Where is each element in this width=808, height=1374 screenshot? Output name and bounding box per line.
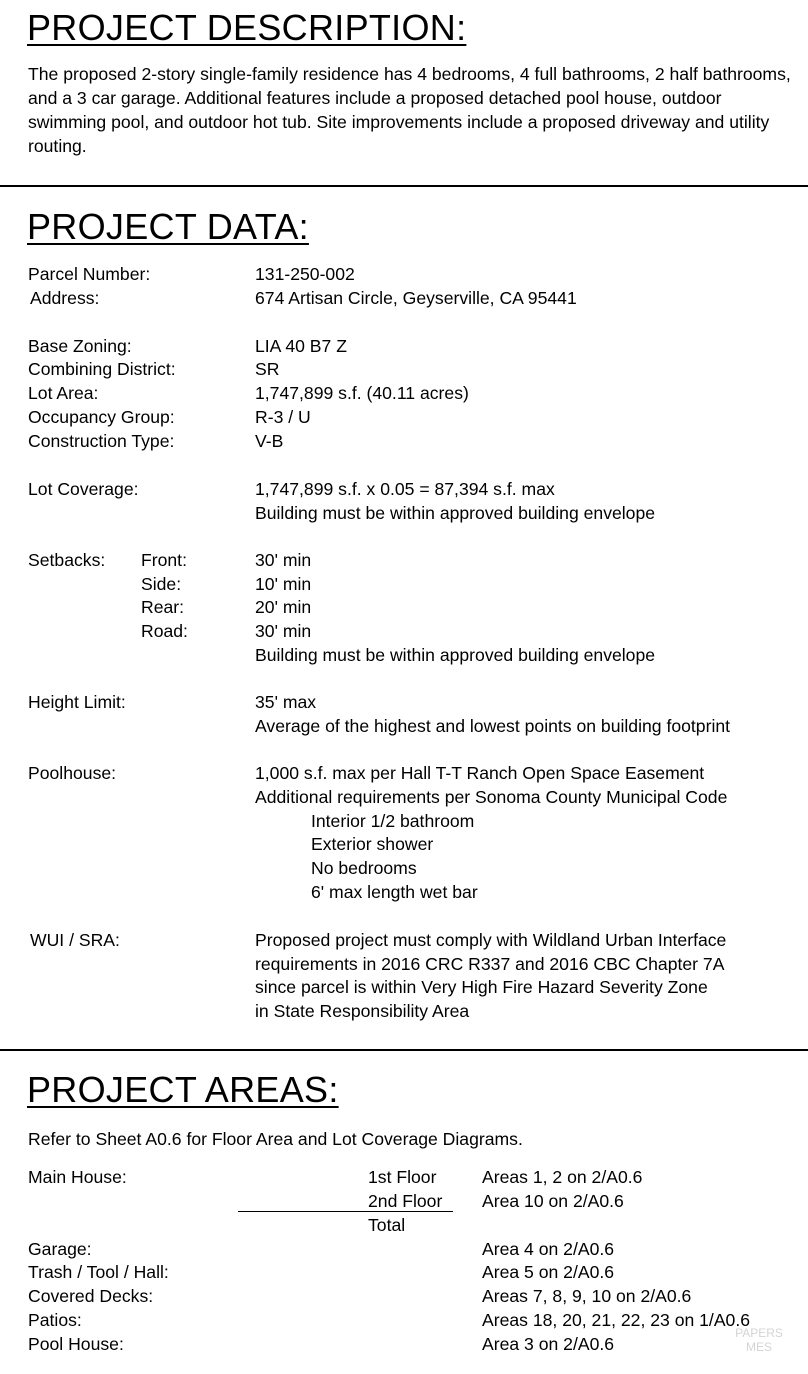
occupancy-group-value: R-3 / U — [255, 407, 311, 427]
setbacks-label: Setbacks: — [28, 550, 106, 570]
occupancy-group-label: Occupancy Group: — [28, 407, 175, 427]
poolhouse-line-2: Additional requirements per Sonoma County Municipal Code — [255, 787, 728, 807]
setback-road-value: 30' min — [255, 621, 312, 641]
lot-area-label: Lot Area: — [28, 383, 99, 403]
setback-side-value: 10' min — [255, 574, 312, 594]
wui-line-4: in State Responsibility Area — [255, 1001, 470, 1021]
setback-front-value: 30' min — [255, 550, 312, 570]
total-rule — [238, 1211, 453, 1212]
height-limit-value: 35' max — [255, 692, 317, 712]
lot-coverage-value: 1,747,899 s.f. x 0.05 = 87,394 s.f. max — [255, 479, 555, 499]
construction-type-value: V-B — [255, 431, 284, 451]
area-ref: Area 5 on 2/A0.6 — [482, 1262, 615, 1282]
setback-rear-value: 20' min — [255, 597, 312, 617]
area-label: Covered Decks: — [28, 1286, 154, 1306]
project-data-heading: PROJECT DATA: — [27, 206, 309, 247]
poolhouse-req-2: Exterior shower — [311, 834, 434, 854]
poolhouse-req-1: Interior 1/2 bathroom — [311, 811, 475, 831]
area-label: Trash / Tool / Hall: — [28, 1262, 169, 1282]
area-label: Garage: — [28, 1239, 92, 1259]
address-value: 674 Artisan Circle, Geyserville, CA 95441 — [255, 288, 577, 308]
project-description-text: The proposed 2-story single-family residence has 4 bedrooms, 4 full bathrooms, 2 half bathrooms, and a 3 car garage. Additional features include a proposed detached pool house, outdoor swimming pool, and outdoor hot tub. Site improvements include a proposed driveway and utility routing. — [28, 64, 791, 156]
poolhouse-req-4: 6' max length wet bar — [311, 882, 478, 902]
section-divider — [0, 185, 808, 187]
wui-label: WUI / SRA: — [30, 930, 120, 950]
poolhouse-label: Poolhouse: — [28, 763, 117, 783]
area-floor: 2nd Floor — [368, 1191, 443, 1211]
area-label: Main House: — [28, 1167, 127, 1187]
height-limit-note: Average of the highest and lowest points on building footprint — [255, 716, 731, 736]
setbacks-note: Building must be within approved building envelope — [255, 645, 656, 665]
area-floor: Total — [368, 1215, 406, 1235]
wui-line-3: since parcel is within Very High Fire Hazard Severity Zone — [255, 977, 708, 997]
parcel-number-label: Parcel Number: — [28, 264, 151, 284]
combining-district-label: Combining District: — [28, 359, 176, 379]
setback-rear-label: Rear: — [141, 597, 185, 617]
poolhouse-req-3: No bedrooms — [311, 858, 417, 878]
wui-line-2: requirements in 2016 CRC R337 and 2016 CBC Chapter 7A — [255, 954, 725, 974]
watermark-logo: PAPERS MES — [735, 1326, 783, 1354]
area-ref: Area 4 on 2/A0.6 — [482, 1239, 615, 1259]
area-ref: Areas 7, 8, 9, 10 on 2/A0.6 — [482, 1286, 692, 1306]
base-zoning-label: Base Zoning: — [28, 336, 132, 356]
combining-district-value: SR — [255, 359, 280, 379]
area-floor: 1st Floor — [368, 1167, 437, 1187]
height-limit-label: Height Limit: — [28, 692, 126, 712]
area-ref: Area 10 on 2/A0.6 — [482, 1191, 624, 1211]
area-ref: Area 3 on 2/A0.6 — [482, 1334, 615, 1354]
poolhouse-line-1: 1,000 s.f. max per Hall T-T Ranch Open Space Easement — [255, 763, 705, 783]
construction-type-label: Construction Type: — [28, 431, 175, 451]
section-divider — [0, 1049, 808, 1051]
wui-line-1: Proposed project must comply with Wildland Urban Interface — [255, 930, 727, 950]
address-label: Address: — [30, 288, 100, 308]
setback-road-label: Road: — [141, 621, 188, 641]
area-ref: Areas 1, 2 on 2/A0.6 — [482, 1167, 643, 1187]
area-label: Patios: — [28, 1310, 82, 1330]
setback-front-label: Front: — [141, 550, 187, 570]
setback-side-label: Side: — [141, 574, 182, 594]
project-description-heading: PROJECT DESCRIPTION: — [27, 7, 467, 48]
lot-coverage-label: Lot Coverage: — [28, 479, 139, 499]
parcel-number-value: 131-250-002 — [255, 264, 355, 284]
base-zoning-value: LIA 40 B7 Z — [255, 336, 347, 356]
area-label: Pool House: — [28, 1334, 124, 1354]
area-ref: Areas 18, 20, 21, 22, 23 on 1/A0.6 — [482, 1310, 751, 1330]
lot-area-value: 1,747,899 s.f. (40.11 acres) — [255, 383, 469, 403]
lot-coverage-note: Building must be within approved building envelope — [255, 503, 656, 523]
project-areas-heading: PROJECT AREAS: — [27, 1069, 339, 1110]
project-areas-intro: Refer to Sheet A0.6 for Floor Area and Lot Coverage Diagrams. — [28, 1129, 523, 1149]
